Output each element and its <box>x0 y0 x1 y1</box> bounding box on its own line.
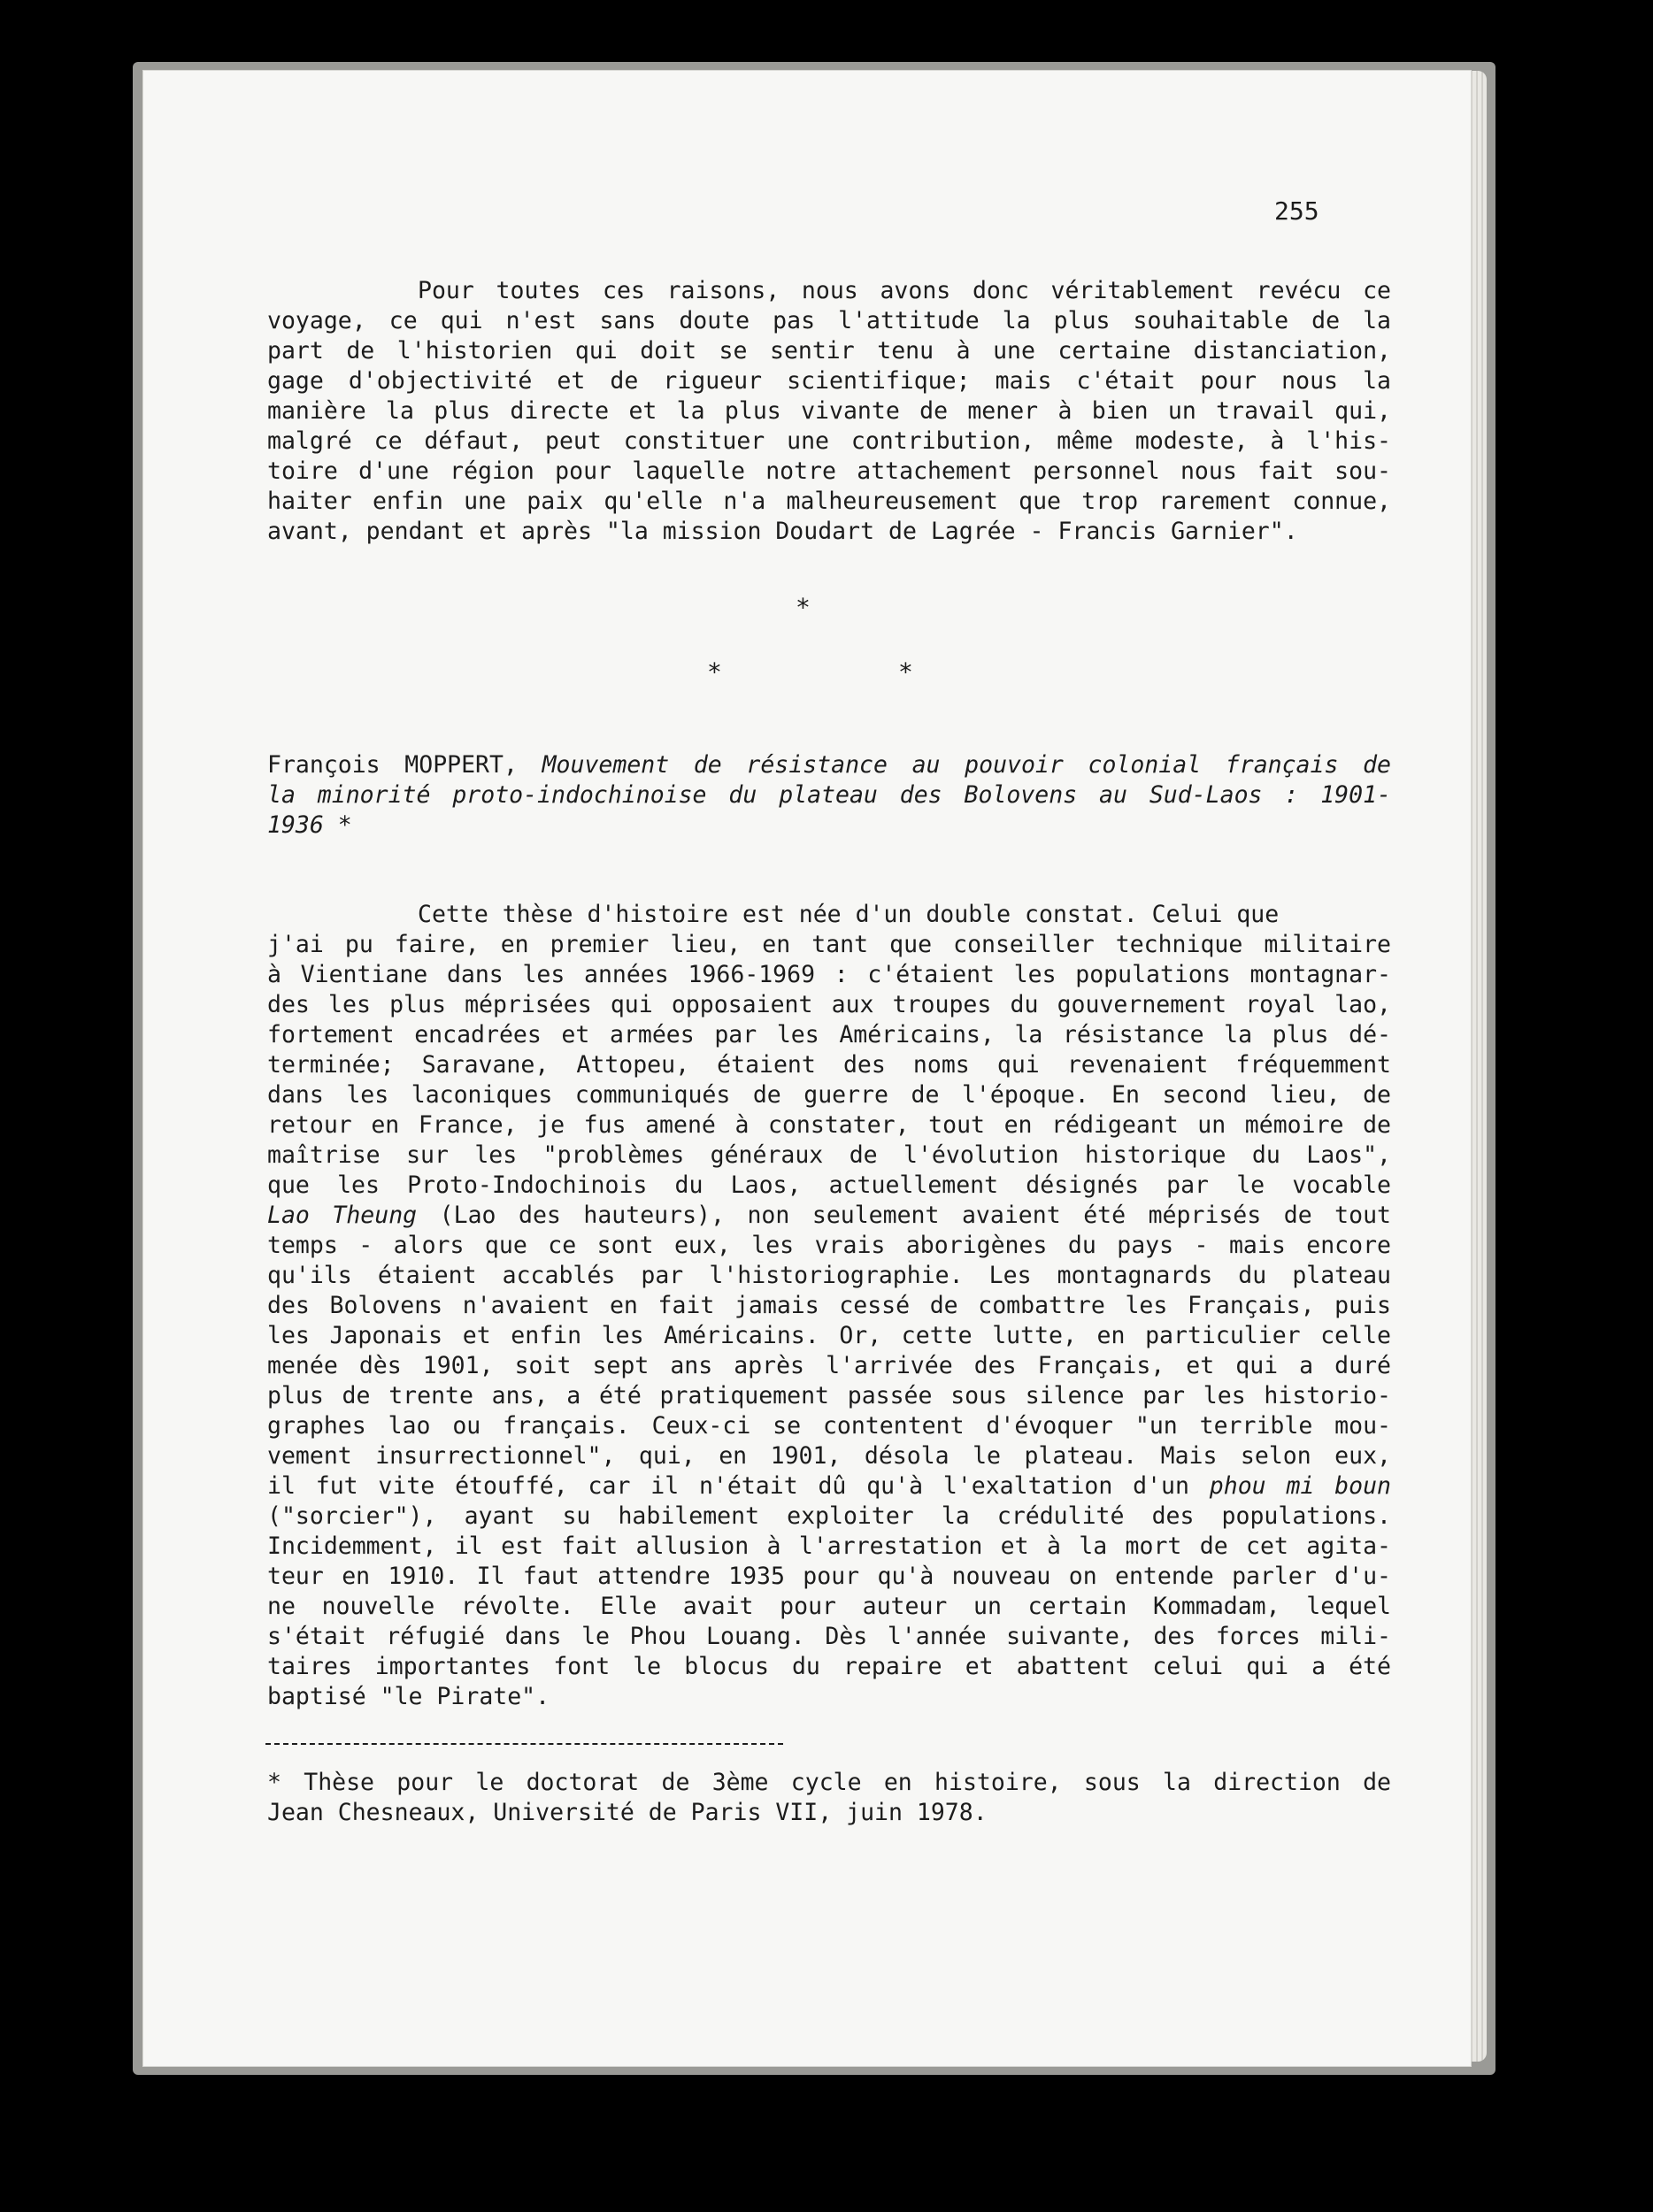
separator-asterisk-top: * <box>796 593 811 622</box>
thesis-author: François MOPPERT, <box>267 751 518 779</box>
footnote <box>267 1768 1391 1828</box>
text-line: malgré ce défaut, peut constituer une contribution, même modeste, à l'his- <box>267 427 1391 455</box>
text-line: gage d'objectivité et de rigueur scientifique; mais c'était pour nous la <box>267 367 1391 395</box>
separator-asterisk-left: * <box>707 657 722 687</box>
footnote-mark: * <box>337 811 352 839</box>
text-segment: il fut vite étouffé, car il n'était dû qu'à l'exaltation d'un <box>267 1472 1210 1500</box>
footnote-line: * Thèse pour le doctorat de 3ème cycle en histoire, sous la direction de <box>267 1769 1391 1796</box>
text-line: qu'ils étaient accablés par l'historiographie. Les montagnards du plateau <box>267 1262 1391 1289</box>
text-line: fortement encadrées et armées par les Américains, la résistance la plus dé- <box>267 1021 1391 1048</box>
separator-asterisk-right: * <box>898 657 913 687</box>
text-line: Cette thèse d'histoire est née d'un double constat. Celui que <box>418 901 1280 928</box>
thesis-title-line-2: la minorité proto-indochinoise du plateau des Bolovens au Sud-Laos : 1901- <box>267 781 1391 809</box>
thesis-title-line-3: 1936 <box>267 811 324 839</box>
term-lao-theung: Lao Theung <box>267 1202 418 1229</box>
text-line: j'ai pu faire, en premier lieu, en tant que conseiller technique militaire <box>267 931 1391 958</box>
term-phou-mi-boun: phou mi boun <box>1209 1472 1391 1500</box>
text-line: toire d'une région pour laquelle notre attachement personnel nous fait sou- <box>267 457 1391 485</box>
text-line: retour en France, je fus amené à constater, tout en rédigeant un mémoire de <box>267 1111 1391 1139</box>
text-line: les Japonais et enfin les Américains. Or, cette lutte, en particulier celle <box>267 1322 1391 1349</box>
text-line: des les plus méprisées qui opposaient aux troupes du gouvernement royal lao, <box>267 991 1391 1018</box>
text-line: des Bolovens n'avaient en fait jamais cessé de combattre les Français, puis <box>267 1292 1391 1319</box>
text-line: à Vientiane dans les années 1966-1969 : c'étaient les populations montagnar- <box>267 961 1391 988</box>
text-line <box>267 1201 1391 1231</box>
text-line: plus de trente ans, a été pratiquement passée sous silence par les historio- <box>267 1382 1391 1409</box>
text-line: que les Proto-Indochinois du Laos, actuellement désignés par le vocable <box>267 1171 1391 1199</box>
text-line: temps - alors que ce sont eux, les vrais aborigènes du pays - mais encore <box>267 1232 1391 1259</box>
text-line: dans les laconiques communiqués de guerre de l'époque. En second lieu, de <box>267 1081 1391 1109</box>
text-line <box>267 1471 1391 1502</box>
text-line: vement insurrectionnel", qui, en 1901, désola le plateau. Mais selon eux, <box>267 1442 1391 1470</box>
text-line: avant, pendant et après "la mission Doudart de Lagrée - Francis Garnier". <box>267 518 1298 545</box>
text-line: ne nouvelle révolte. Elle avait pour auteur un certain Kommadam, lequel <box>267 1593 1391 1620</box>
text-segment: (Lao des hauteurs), non seulement avaient été méprisés de tout <box>417 1202 1392 1229</box>
text-line: Pour toutes ces raisons, nous avons donc véritablement revécu ce <box>418 277 1391 304</box>
text-line: graphes lao ou français. Ceux-ci se contentent d'évoquer "un terrible mou- <box>267 1412 1391 1440</box>
text-line: haiter enfin une paix qu'elle n'a malheureusement que trop rarement connue, <box>267 488 1391 515</box>
text-line: manière la plus directe et la plus vivante de mener à bien un travail qui, <box>267 397 1391 425</box>
text-line: taires importantes font le blocus du repaire et abattent celui qui a été <box>267 1653 1391 1680</box>
text-line: terminée; Saravane, Attopeu, étaient des noms qui revenaient fréquemment <box>267 1051 1391 1079</box>
text-line: teur en 1910. Il faut attendre 1935 pour qu'à nouveau on entende parler d'u- <box>267 1563 1391 1590</box>
paragraph-thesis <box>267 900 1391 1712</box>
thesis-title-line-1: Mouvement de résistance au pouvoir colonial français de <box>542 751 1391 779</box>
text-line: menée dès 1901, soit sept ans après l'arrivée des Français, et qui a duré <box>267 1352 1391 1379</box>
footnote-line: Jean Chesneaux, Université de Paris VII, juin 1978. <box>267 1799 988 1826</box>
text-line: baptisé "le Pirate". <box>267 1683 550 1710</box>
text-line: voyage, ce qui n'est sans doute pas l'attitude la plus souhaitable de la <box>267 307 1391 334</box>
paragraph-intro <box>267 276 1391 547</box>
footnote-rule <box>265 1743 783 1745</box>
text-line: Incidemment, il est fait allusion à l'arrestation et à la mort de cet agita- <box>267 1532 1391 1560</box>
text-line: maîtrise sur les "problèmes généraux de l'évolution historique du Laos", <box>267 1141 1391 1169</box>
text-line: part de l'historien qui doit se sentir tenu à une certaine distanciation, <box>267 337 1391 365</box>
book-page <box>143 71 1471 2066</box>
text-line: ("sorcier"), ayant su habilement exploiter la crédulité des populations. <box>267 1502 1391 1530</box>
thesis-heading <box>267 750 1391 841</box>
page-number: 255 <box>1274 196 1319 226</box>
text-line: s'était réfugié dans le Phou Louang. Dès l'année suivante, des forces mili- <box>267 1623 1391 1650</box>
